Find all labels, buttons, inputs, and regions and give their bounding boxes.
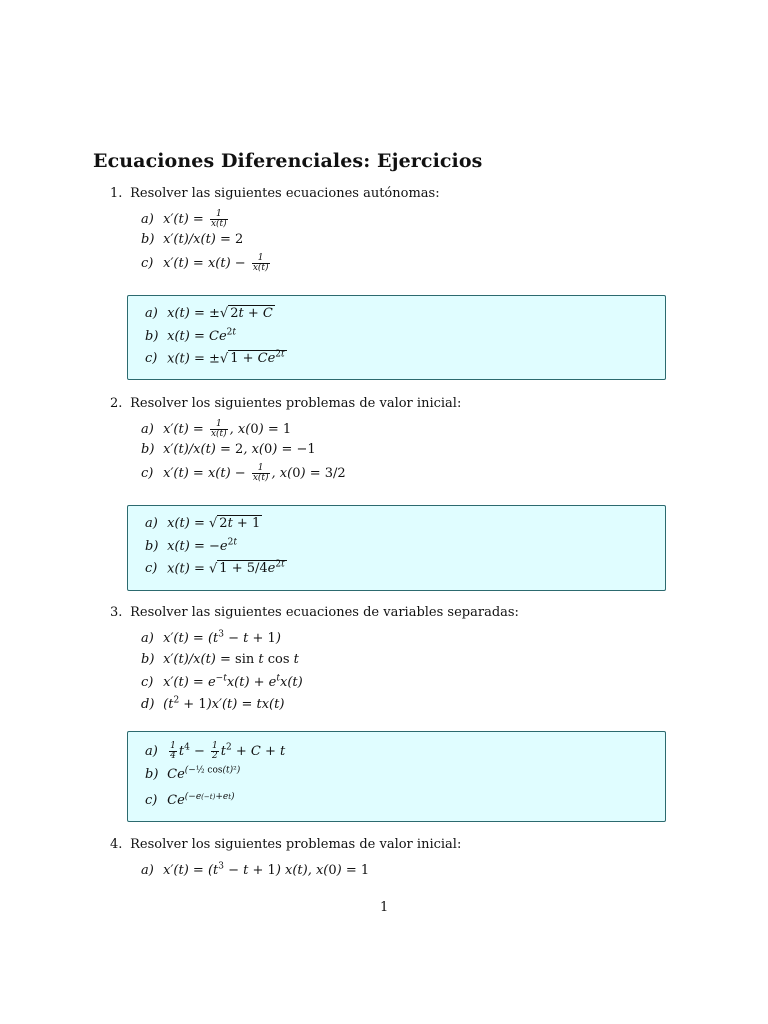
exercise-4-heading (110, 837, 461, 852)
item-label: b) (141, 232, 155, 247)
exercise-heading-text: Resolver los siguientes problemas de valor inicial: (130, 837, 462, 852)
item-label: a) (145, 306, 158, 321)
list-item (141, 652, 661, 674)
item-label: c) (145, 793, 158, 809)
exercise-number: 3. (110, 605, 123, 620)
item-label: a) (141, 212, 154, 227)
solution-equation: $Ce^{(-\frac{1}{2} cos(t)^2)}$ (167, 766, 241, 783)
solution-item (145, 792, 665, 814)
solution-item (145, 328, 665, 350)
item-label: a) (141, 863, 154, 879)
exercise-heading-text: Resolver las siguientes ecuaciones autónomas: (130, 186, 440, 201)
list-item (141, 442, 661, 464)
item-label: a) (145, 516, 158, 531)
solution-item (145, 306, 665, 328)
exercise-3-items (141, 630, 661, 718)
list-item (141, 464, 661, 486)
exercise-2-heading (110, 396, 461, 411)
exercise-heading-text: Resolver los siguientes problemas de valor inicial: (130, 396, 462, 411)
item-label: b) (145, 329, 159, 345)
page-title: Ecuaciones Diferenciales: Ejercicios (93, 150, 483, 172)
list-item (141, 210, 661, 232)
solution-equation: $\frac{1}{4}$ $t^4$ − $\frac{1}{2}$ $t^2 + C + t$ (170, 741, 286, 761)
item-label: a) (141, 631, 154, 647)
exercise-1-items (141, 210, 661, 276)
exercise-1-heading (110, 186, 440, 201)
item-equation: x′(t)/x(t) = sin t cos t (163, 652, 299, 667)
exercise-3-heading (110, 605, 519, 620)
solution-item (145, 742, 665, 766)
solution-equation: x(t) = √ 2t + 1 (167, 516, 261, 531)
solution-equation: $x(t) = -e^{2t}$ (167, 538, 237, 555)
item-label: d) (141, 697, 155, 713)
solution-equation: $x(t) = Ce^{2t}$ (167, 328, 236, 345)
item-equation: x′(t)/x(t) = 2 (163, 232, 244, 247)
solution-equation: x(t) = ±√ $1 + Ce^{2t}$ (167, 350, 285, 367)
solution-box-2 (127, 505, 666, 591)
exercise-2-items (141, 420, 661, 486)
item-equation: $x'(t) = e^{-t}x(t) + e^tx(t)$ (163, 674, 303, 691)
exercise-heading-text: Resolver las siguientes ecuaciones de variables separadas: (130, 605, 519, 620)
solution-equation: x(t) = ±√ 2t + C (167, 306, 273, 321)
item-equation: $x'(t) = (t^3 - t + 1)$ x(t), x(0) = 1 (163, 862, 370, 879)
item-label: c) (145, 561, 158, 577)
solution-item (145, 350, 665, 372)
solution-box-3 (127, 731, 666, 822)
item-equation: x′(t) = $\frac{1}{x(t)}$ , x(0) = 1 (163, 419, 292, 439)
list-item (141, 696, 661, 718)
item-label: c) (141, 675, 154, 691)
item-label: a) (141, 422, 154, 437)
solution-item (145, 516, 665, 538)
list-item (141, 674, 661, 696)
item-label: b) (141, 442, 155, 457)
item-equation: x′(t) = x(t) − $\frac{1}{x(t)}$ (163, 253, 269, 273)
exercise-number: 2. (110, 396, 123, 411)
item-label: c) (145, 351, 158, 367)
solution-1-items (145, 306, 665, 372)
item-equation: $x'(t) = (t^3 - t + 1)$ (163, 630, 281, 647)
item-label: c) (141, 256, 154, 271)
item-label: a) (145, 744, 158, 759)
exercise-number: 1. (110, 186, 123, 201)
page-number: 1 (380, 900, 389, 915)
item-label: b) (145, 539, 159, 555)
solution-equation: x(t) = √ $1 + 5/4e^{2t}$ (167, 560, 285, 577)
item-equation: $(t^2 + 1)x'(t) = tx(t)$ (163, 696, 285, 713)
solution-2-items (145, 516, 665, 582)
solution-equation: $Ce^{(-e(-t)+et)}$ (167, 792, 235, 809)
exercise-number: 4. (110, 837, 123, 852)
exercise-4-items (141, 862, 661, 884)
list-item (141, 630, 661, 652)
solution-item (145, 538, 665, 560)
item-equation: x′(t) = x(t) − $\frac{1}{x(t)}$ , x(0) = 3/2 (163, 463, 346, 483)
list-item (141, 254, 661, 276)
list-item (141, 862, 661, 884)
solution-box-1 (127, 295, 666, 380)
list-item (141, 232, 661, 254)
item-label: c) (141, 466, 154, 481)
solution-3-items (145, 742, 665, 814)
item-label: b) (141, 652, 155, 667)
list-item (141, 420, 661, 442)
item-label: b) (145, 767, 159, 783)
item-equation: x′(t)/x(t) = 2, x(0) = −1 (163, 442, 316, 457)
solution-item (145, 560, 665, 582)
item-equation: x′(t) = $\frac{1}{x(t)}$ (163, 209, 227, 229)
solution-item (145, 766, 665, 792)
